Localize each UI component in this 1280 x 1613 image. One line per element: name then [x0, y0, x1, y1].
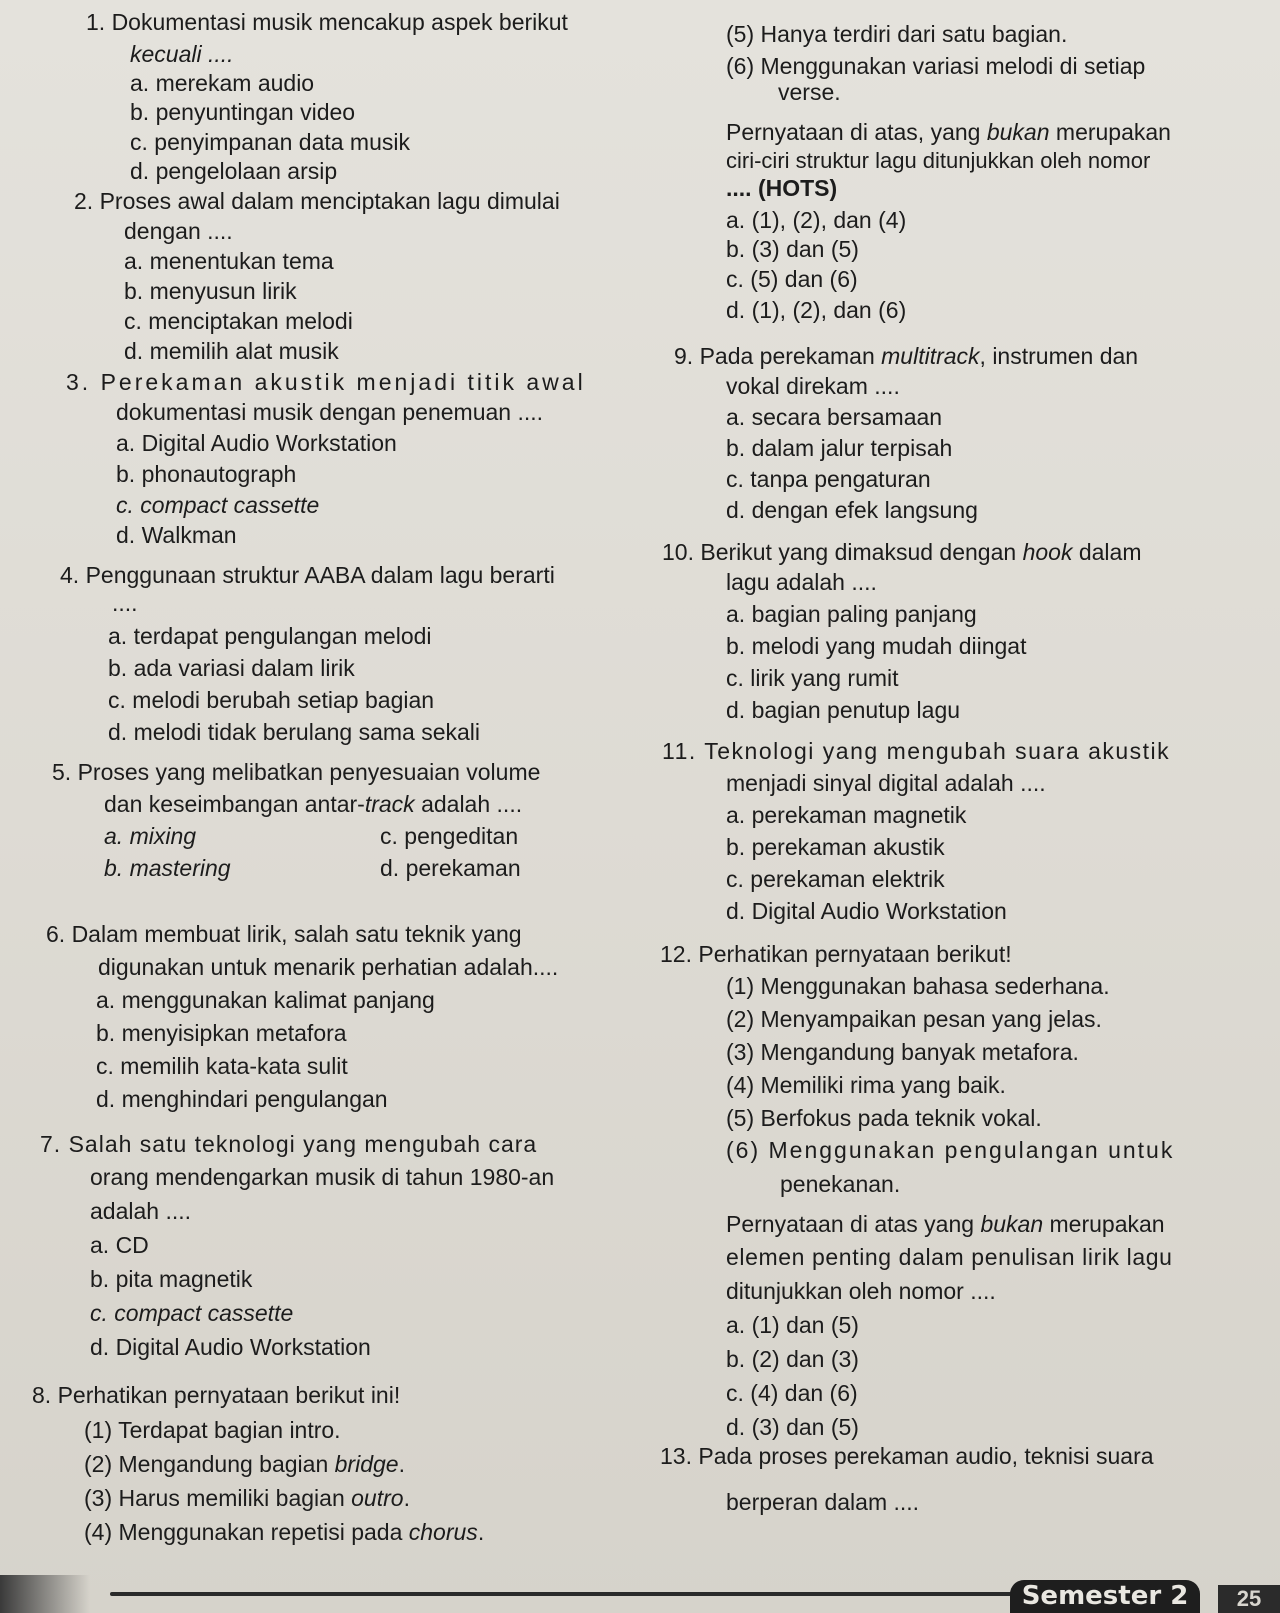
- q6-option-d: d. menghindari pengulangan: [96, 1086, 388, 1112]
- q12-statement-6-cont: penekanan.: [780, 1171, 901, 1197]
- q12-statement-5: (5) Berfokus pada teknik vokal.: [726, 1105, 1042, 1131]
- page-number: 25: [1218, 1585, 1280, 1613]
- q12-stem: 12. Perhatikan pernyataan berikut!: [660, 941, 1012, 967]
- q8-stem: 8. Perhatikan pernyataan berikut ini!: [32, 1382, 401, 1408]
- q7-option-c: c. compact cassette: [90, 1300, 294, 1326]
- q10-option-c: c. lirik yang rumit: [726, 665, 899, 691]
- q11-option-c: c. perekaman elektrik: [726, 866, 945, 892]
- q9-option-a: a. secara bersamaan: [726, 404, 943, 430]
- q8-statement-2-term: bridge: [334, 1451, 399, 1477]
- q8-statement-1: (1) Terdapat bagian intro.: [84, 1417, 341, 1443]
- q3-option-a: a. Digital Audio Workstation: [116, 430, 397, 456]
- q4-stem-cont: ....: [112, 590, 138, 616]
- q1-option-c: c. penyimpanan data musik: [130, 129, 410, 155]
- q9-option-c: c. tanpa pengaturan: [726, 466, 931, 492]
- q1-stem: 1. Dokumentasi musik mencakup aspek berikut: [86, 9, 568, 35]
- q3-stem-cont: dokumentasi musik dengan penemuan ....: [116, 399, 544, 425]
- q7-stem-cont2: adalah ....: [90, 1198, 192, 1224]
- q8-statement-5: (5) Hanya terdiri dari satu bagian.: [726, 21, 1068, 47]
- q7-option-a: a. CD: [90, 1232, 149, 1258]
- q4-stem: 4. Penggunaan struktur AABA dalam lagu berarti: [60, 562, 555, 588]
- q9-stem-end: , instrumen dan: [979, 343, 1139, 369]
- q10-stem-end: dalam: [1072, 539, 1142, 565]
- q6-stem-cont: digunakan untuk menarik perhatian adalah....: [98, 954, 559, 980]
- q8-option-a: a. (1), (2), dan (4): [726, 207, 907, 233]
- q8-option-c: c. (5) dan (6): [726, 266, 858, 292]
- q12-statement-1: (1) Menggunakan bahasa sederhana.: [726, 973, 1110, 999]
- q1-option-a: a. merekam audio: [130, 70, 315, 96]
- q5-stem-track: track: [364, 791, 415, 817]
- q1-option-d: d. pengelolaan arsip: [130, 158, 338, 184]
- q8-prompt-1-bukan: bukan: [986, 119, 1050, 145]
- q12-statement-3: (3) Mengandung banyak metafora.: [726, 1039, 1079, 1065]
- q9-stem-term: multitrack: [881, 343, 980, 369]
- q2-option-b: b. menyusun lirik: [124, 278, 297, 304]
- q3-option-b: b. phonautograph: [116, 461, 297, 487]
- q12-prompt-1-text: Pernyataan di atas yang: [726, 1211, 981, 1237]
- q4-option-a: a. terdapat pengulangan melodi: [108, 623, 432, 649]
- q8-prompt-3: .... (HOTS): [726, 175, 838, 201]
- q4-option-b: b. ada variasi dalam lirik: [108, 655, 355, 681]
- q3-stem: 3. Perekaman akustik menjadi titik awal: [66, 369, 586, 395]
- q12-prompt-1-bukan: bukan: [980, 1211, 1044, 1237]
- q9-stem-cont: vokal direkam ....: [726, 373, 900, 399]
- q8-statement-3-end: .: [403, 1485, 410, 1511]
- q7-stem-cont: orang mendengarkan musik di tahun 1980-an: [90, 1164, 555, 1190]
- q12-option-b: b. (2) dan (3): [726, 1346, 859, 1372]
- q8-statement-4: [84, 1518, 484, 1546]
- q5-option-d: d. perekaman: [380, 855, 521, 881]
- q1-option-b: b. penyuntingan video: [130, 99, 356, 125]
- q10-stem-text: 10. Berikut yang dimaksud dengan: [662, 539, 1023, 565]
- q8-statement-4-end: .: [477, 1519, 485, 1545]
- q8-statement-3-term: outro: [351, 1485, 404, 1511]
- q12-statement-6: (6) Menggunakan pengulangan untuk: [726, 1137, 1175, 1163]
- q12-prompt-1: [726, 1210, 1165, 1238]
- q11-option-b: b. perekaman akustik: [726, 834, 945, 860]
- q6-stem: 6. Dalam membuat lirik, salah satu teknik yang: [46, 921, 522, 947]
- q5-option-c: c. pengeditan: [380, 823, 519, 849]
- q12-statement-2: (2) Menyampaikan pesan yang jelas.: [726, 1006, 1102, 1032]
- q11-option-d: d. Digital Audio Workstation: [726, 898, 1007, 924]
- q12-prompt-2: elemen penting dalam penulisan lirik lagu: [726, 1244, 1173, 1270]
- q8-prompt-1-text: Pernyataan di atas, yang: [726, 119, 987, 145]
- q8-statement-3-text: (3) Harus memiliki bagian: [84, 1485, 352, 1511]
- q11-stem-cont: menjadi sinyal digital adalah ....: [726, 770, 1046, 796]
- q7-stem: 7. Salah satu teknologi yang mengubah cara: [40, 1131, 538, 1157]
- q8-statement-3: [84, 1484, 410, 1512]
- footer-rule: [110, 1592, 1070, 1596]
- q5-stem-part-3: adalah ....: [414, 791, 523, 817]
- q5-stem-part-1: dan keseimbangan antar-: [104, 791, 365, 817]
- q12-option-a: a. (1) dan (5): [726, 1312, 859, 1338]
- q8-option-d: d. (1), (2), dan (6): [726, 297, 907, 323]
- q3-option-d: d. Walkman: [116, 522, 237, 548]
- q6-option-b: b. menyisipkan metafora: [96, 1020, 347, 1046]
- q13-stem: 13. Pada proses perekaman audio, teknisi suara: [660, 1443, 1154, 1469]
- q12-option-c: c. (4) dan (6): [726, 1380, 858, 1406]
- q11-stem: 11. Teknologi yang mengubah suara akustik: [662, 738, 1171, 764]
- q9-option-b: b. dalam jalur terpisah: [726, 435, 953, 461]
- q10-option-a: a. bagian paling panjang: [726, 601, 977, 627]
- q3-option-c: c. compact cassette: [116, 492, 320, 518]
- q7-option-d: d. Digital Audio Workstation: [90, 1334, 371, 1360]
- q12-prompt-1-end: merupakan: [1043, 1211, 1165, 1237]
- q8-statement-2-end: .: [398, 1451, 405, 1477]
- q8-option-b: b. (3) dan (5): [726, 236, 859, 262]
- q5-stem: 5. Proses yang melibatkan penyesuaian volume: [52, 759, 541, 785]
- q5-option-b: b. mastering: [104, 855, 231, 881]
- q2-option-d: d. memilih alat musik: [124, 338, 339, 364]
- q8-prompt-1-end: merupakan: [1049, 119, 1171, 145]
- q10-option-b: b. melodi yang mudah diingat: [726, 633, 1027, 659]
- q11-option-a: a. perekaman magnetik: [726, 802, 967, 828]
- q2-option-c: c. menciptakan melodi: [124, 308, 353, 334]
- q9-stem-text: 9. Pada perekaman: [674, 343, 882, 369]
- q2-stem: 2. Proses awal dalam menciptakan lagu dimulai: [74, 188, 560, 214]
- q2-option-a: a. menentukan tema: [124, 248, 334, 274]
- q8-statement-6: (6) Menggunakan variasi melodi di setiap: [726, 53, 1146, 79]
- q9-option-d: d. dengan efek langsung: [726, 497, 978, 523]
- q10-stem-term: hook: [1022, 539, 1073, 565]
- q10-option-d: d. bagian penutup lagu: [726, 697, 961, 723]
- q8-statement-6-cont: verse.: [778, 79, 841, 105]
- q5-stem-cont: [104, 790, 522, 818]
- q1-stem-cont: kecuali ....: [130, 41, 234, 67]
- q2-stem-cont: dengan ....: [124, 218, 233, 244]
- q4-option-c: c. melodi berubah setiap bagian: [108, 687, 435, 713]
- q5-option-a: a. mixing: [104, 823, 197, 849]
- q6-option-a: a. menggunakan kalimat panjang: [96, 987, 435, 1013]
- q10-stem-cont: lagu adalah ....: [726, 569, 877, 595]
- q4-option-d: d. melodi tidak berulang sama sekali: [108, 719, 481, 745]
- q8-statement-4-text: (4) Menggunakan repetisi pada: [84, 1519, 409, 1545]
- q12-option-d: d. (3) dan (5): [726, 1414, 859, 1440]
- q13-stem-cont: berperan dalam ....: [726, 1489, 920, 1515]
- page-corner-shadow: [0, 1575, 90, 1613]
- semester-label: Semester 2: [1010, 1580, 1200, 1613]
- q7-option-b: b. pita magnetik: [90, 1266, 253, 1292]
- q10-stem: [662, 538, 1142, 566]
- q6-option-c: c. memilih kata-kata sulit: [96, 1053, 348, 1079]
- q12-prompt-3: ditunjukkan oleh nomor ....: [726, 1278, 996, 1304]
- q8-prompt-1: [726, 118, 1171, 146]
- q8-statement-4-term: chorus: [408, 1519, 478, 1545]
- q8-prompt-2: ciri-ciri struktur lagu ditunjukkan oleh nomor: [726, 148, 1151, 173]
- q9-stem: [674, 342, 1138, 370]
- q8-statement-2: [84, 1450, 405, 1478]
- q12-statement-4: (4) Memiliki rima yang baik.: [726, 1072, 1006, 1098]
- q8-statement-2-text: (2) Mengandung bagian: [84, 1451, 335, 1477]
